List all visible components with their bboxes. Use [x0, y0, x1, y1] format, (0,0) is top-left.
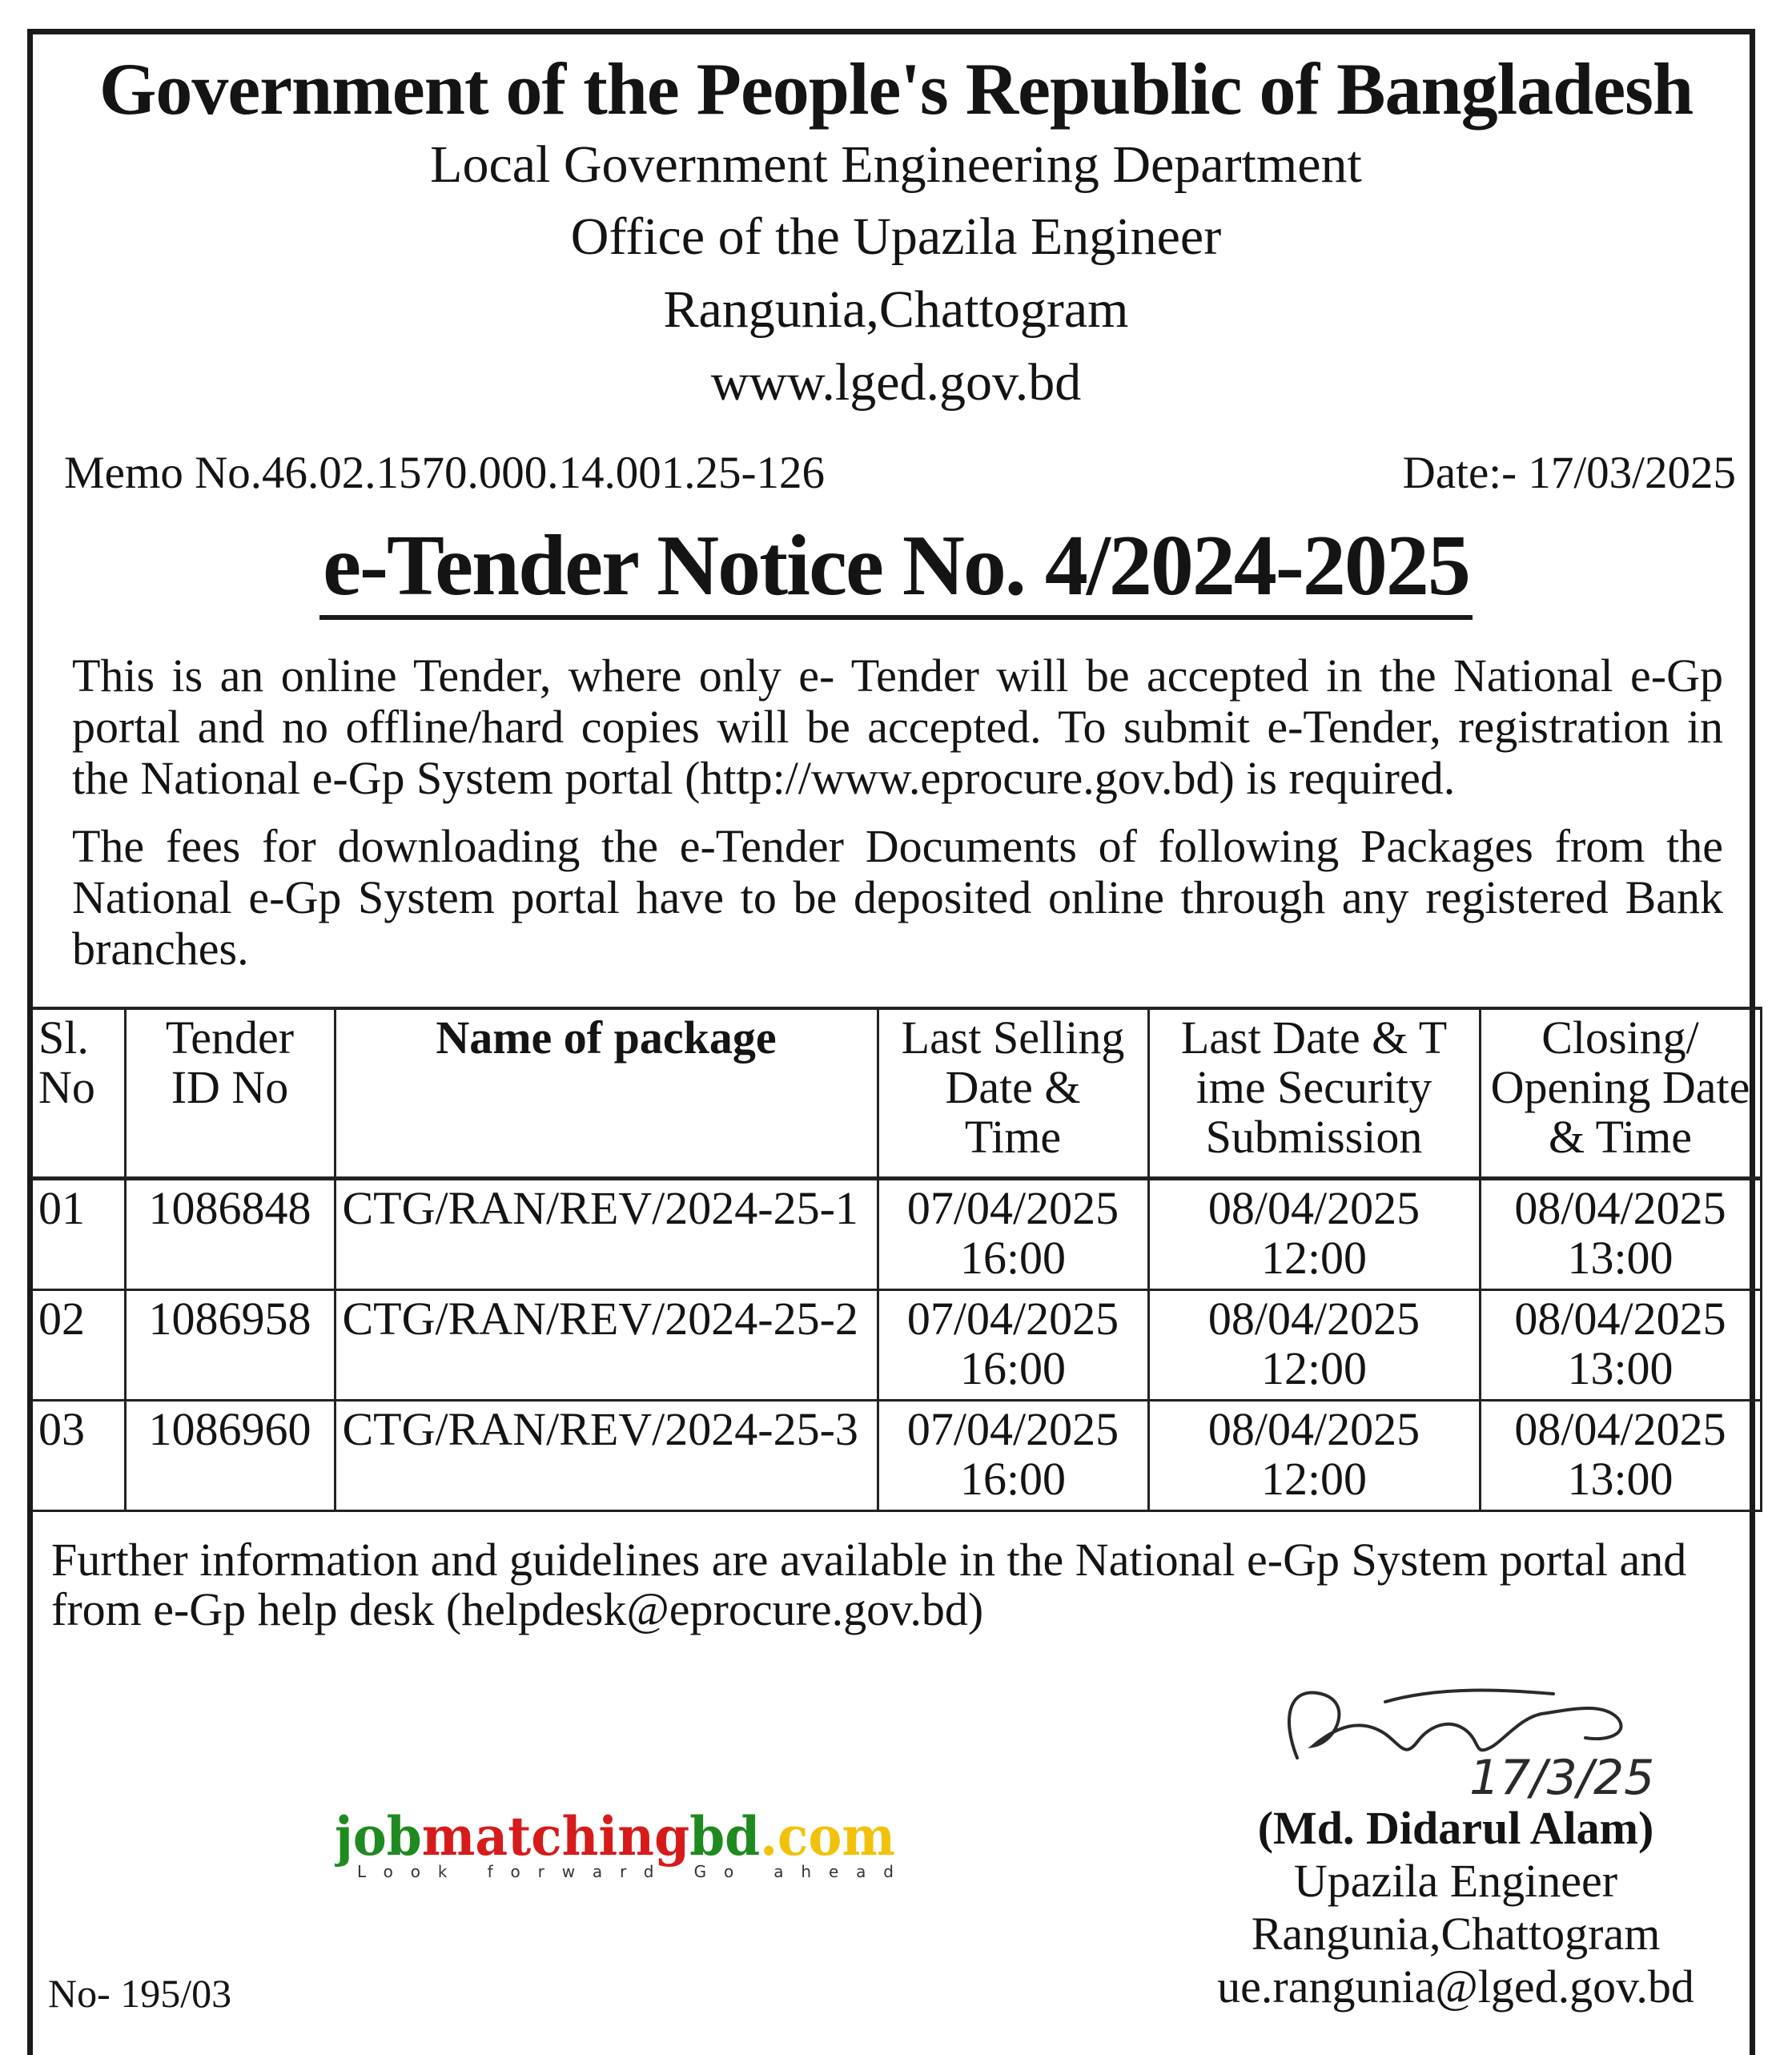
table-row — [32, 1179, 1761, 1290]
cell-sl: 01 — [32, 1179, 125, 1290]
cell-security: 08/04/2025 12:00 — [1148, 1290, 1480, 1401]
cell-closing: 08/04/2025 13:00 — [1480, 1290, 1761, 1401]
signatory-name: (Md. Didarul Alam) — [1257, 1802, 1654, 1854]
signature-image — [1265, 1670, 1665, 1806]
watermark-logo — [335, 1808, 911, 1880]
govt-heading: Government of the People's Republic of Bangladesh — [98, 48, 1694, 130]
reference-number: No- 195/03 — [48, 1971, 232, 2016]
notice-title — [0, 518, 1792, 620]
notice-title-text: e-Tender Notice No. 4/2024-2025 — [319, 522, 1473, 620]
website-link[interactable]: www.lged.gov.bd — [710, 353, 1082, 412]
logo-text-bd: bd — [689, 1808, 764, 1868]
further-info: Further information and guidelines are available in the National e-Gp System portal and from e-Gp help desk (helpdesk@eprocure.gov.bd) — [51, 1534, 1687, 1635]
col-header-closing: Closing/ Opening Date & Time — [1480, 1008, 1761, 1179]
paragraph-fees: The fees for downloading the e-Tender Documents of following Packages from the National e-Gp System portal have to be deposited online through any registered Bank branches. — [72, 820, 1723, 975]
office-heading: Office of the Upazila Engineer — [570, 207, 1222, 266]
logo-text-matching: matching — [421, 1808, 703, 1868]
logo-text-job: job — [335, 1808, 427, 1868]
signatory-email[interactable]: ue.rangunia@lged.gov.bd — [1217, 1960, 1694, 2013]
cell-closing: 08/04/2025 13:00 — [1480, 1401, 1761, 1511]
col-header-sl: Sl. No — [32, 1008, 125, 1179]
table-row — [32, 1401, 1761, 1511]
cell-security: 08/04/2025 12:00 — [1148, 1401, 1480, 1511]
cell-tender-id: 1086960 — [125, 1401, 335, 1511]
col-header-package: Name of package — [335, 1008, 878, 1179]
cell-tender-id: 1086848 — [125, 1179, 335, 1290]
signatory-block — [1167, 1802, 1744, 2013]
col-header-security: Last Date & T ime Security Submission — [1148, 1008, 1480, 1179]
paragraph-online-tender: This is an online Tender, where only e- Tender will be accepted in the National e-Gp portal and no offline/hard copies will be accepted. To submit e-Tender, registration in the National e-Gp System portal (http://www.eprocure.gov.bd) is required. — [72, 649, 1723, 804]
signatory-location: Rangunia,Chattogram — [1251, 1908, 1661, 1960]
cell-tender-id: 1086958 — [125, 1290, 335, 1401]
table-header-row — [32, 1008, 1761, 1179]
cell-sl: 03 — [32, 1401, 125, 1511]
col-header-tender-id: Tender ID No — [125, 1008, 335, 1179]
cell-security: 08/04/2025 12:00 — [1148, 1179, 1480, 1290]
cell-last-selling: 07/04/2025 16:00 — [878, 1401, 1148, 1511]
logo-tagline: Look forward Go ahead — [357, 1862, 894, 1880]
col-header-last-selling: Last Selling Date & Time — [878, 1008, 1148, 1179]
notice-date: Date:- 17/03/2025 — [1402, 448, 1736, 498]
cell-last-selling: 07/04/2025 16:00 — [878, 1290, 1148, 1401]
cell-package: CTG/RAN/REV/2024-25-3 — [335, 1401, 878, 1511]
location-heading: Rangunia,Chattogram — [663, 280, 1129, 339]
cell-package: CTG/RAN/REV/2024-25-2 — [335, 1290, 878, 1401]
signatory-designation: Upazila Engineer — [1293, 1855, 1618, 1907]
cell-package: CTG/RAN/REV/2024-25-1 — [335, 1179, 878, 1290]
tender-table — [32, 1007, 1762, 1512]
dept-heading: Local Government Engineering Department — [430, 135, 1362, 194]
table-row — [32, 1290, 1761, 1401]
memo-number: Memo No.46.02.1570.000.14.001.25-126 — [64, 448, 825, 498]
cell-last-selling: 07/04/2025 16:00 — [878, 1179, 1148, 1290]
cell-closing: 08/04/2025 13:00 — [1480, 1179, 1761, 1290]
signature-date: 17/3/25 — [1469, 1750, 1655, 1806]
cell-sl: 02 — [32, 1290, 125, 1401]
logo-text-com: .com — [760, 1808, 902, 1868]
svg-text:jobmatchingbd.com — [335, 1808, 902, 1868]
